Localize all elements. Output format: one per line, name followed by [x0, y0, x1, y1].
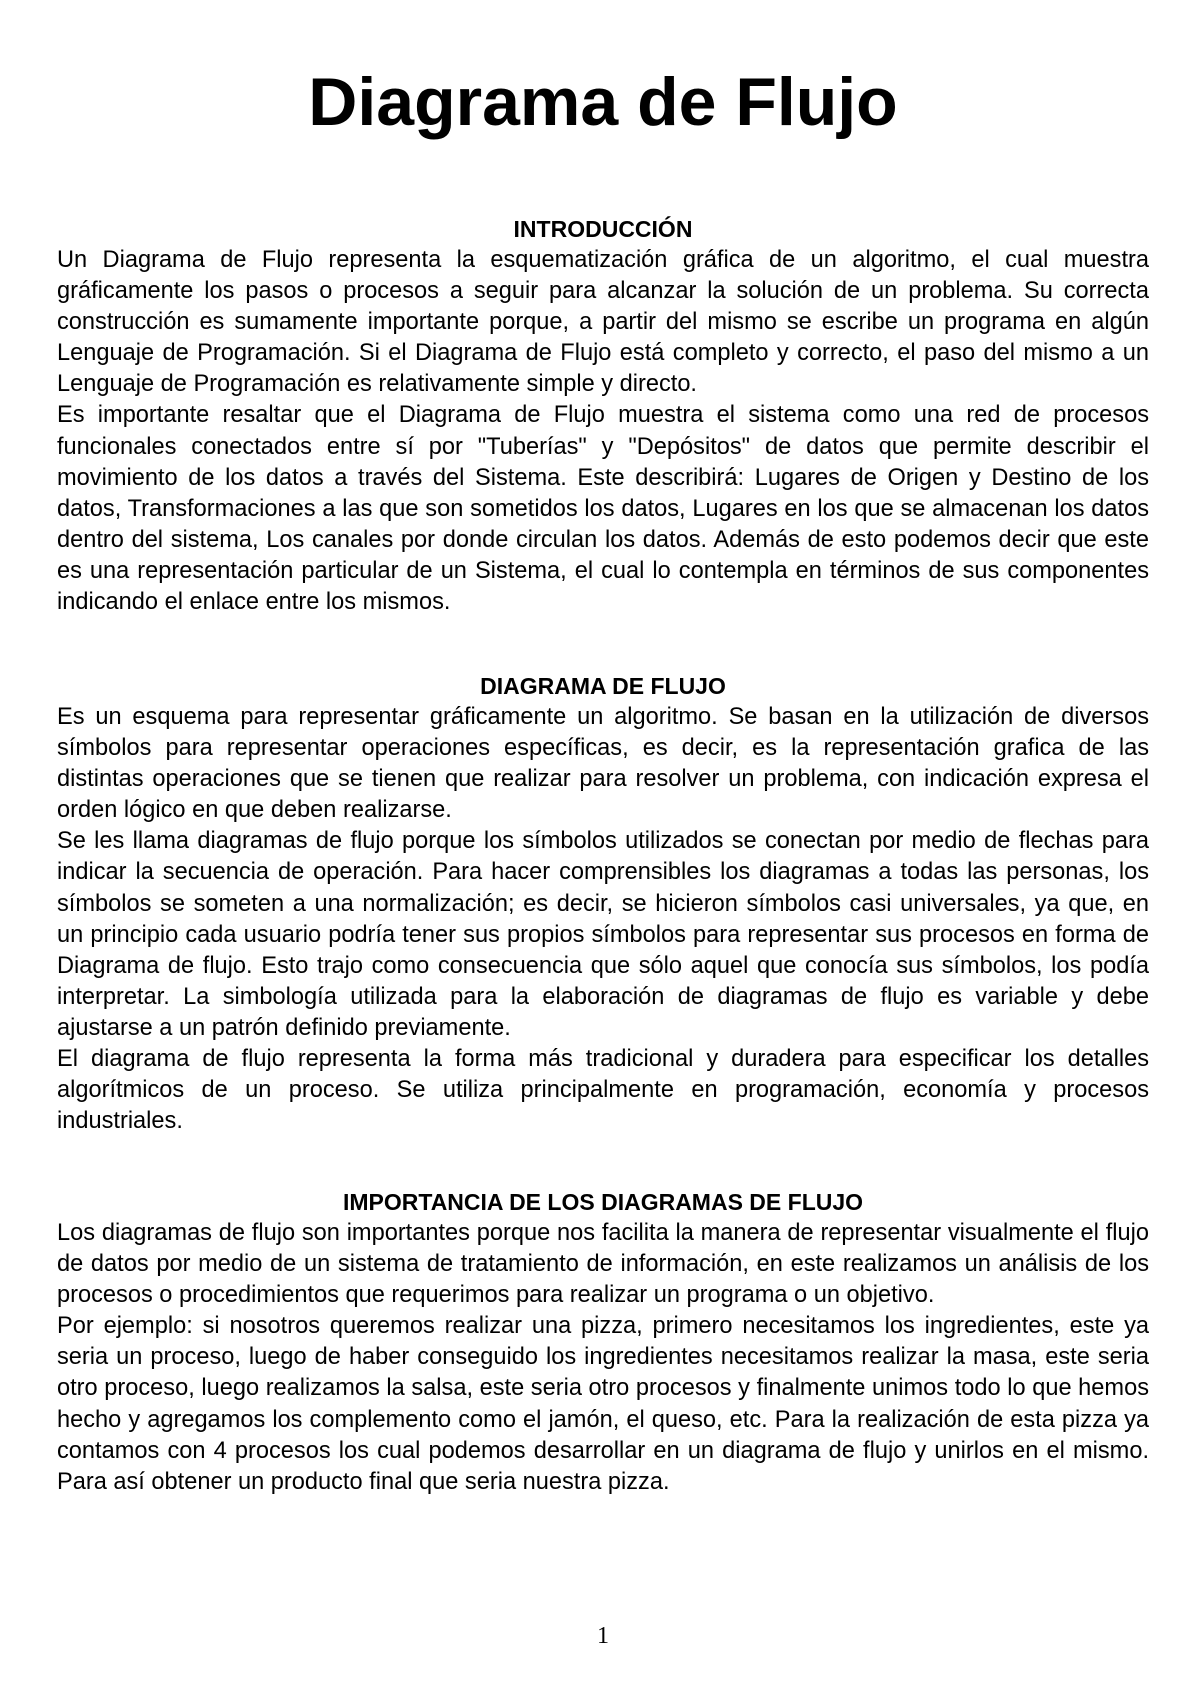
- paragraph: Es un esquema para representar gráficamente un algoritmo. Se basan en la utilización de diversos símbolos para representar operaciones específicas, es decir, es la representación grafica de las distintas operaciones que se tienen que realizar para resolver un problema, con indicación expresa el orden lógico en que deben realizarse.: [57, 704, 1149, 824]
- paragraph: Es importante resaltar que el Diagrama de Flujo muestra el sistema como una red de procesos funcionales conectados entre sí por "Tuberías" y "Depósitos" de datos que permite describir el movimiento de los datos a través del Sistema. Este describirá: Lugares de Origen y Destino de los datos, Transformaciones a las que son sometidos los datos, Lugares en los que se almacenan los datos dentro del sistema, Los canales por donde circulan los datos. Además de esto podemos decir que este es una representación particular de un Sistema, el cual lo contempla en términos de sus componentes indicando el enlace entre los mismos.: [57, 402, 1149, 616]
- paragraph: Se les llama diagramas de flujo porque los símbolos utilizados se conectan por medio de flechas para indicar la secuencia de operación. Para hacer comprensibles los diagramas a todas las personas, los símbolos se someten a una normalización; es decir, se hicieron símbolos casi universales, ya que, en un principio cada usuario podría tener sus propios símbolos para representar sus procesos en forma de Diagrama de flujo. Esto trajo como consecuencia que sólo aquel que conocía sus símbolos, los podía interpretar. La simbología utilizada para la elaboración de diagramas de flujo es variable y debe ajustarse a un patrón definido previamente.: [57, 828, 1149, 1041]
- document-title: Diagrama de Flujo: [308, 64, 898, 140]
- paragraph: Los diagramas de flujo son importantes porque nos facilita la manera de representar visualmente el flujo de datos por medio de un sistema de tratamiento de información, en este realizamos un análisis de los procesos o procedimientos que requerimos para realizar un programa o un objetivo.: [57, 1220, 1149, 1309]
- section-heading-importancia: IMPORTANCIA DE LOS DIAGRAMAS DE FLUJO: [342, 1189, 864, 1215]
- section-diagrama-de-flujo: [57, 671, 1149, 1137]
- section-introduccion: [57, 214, 1149, 618]
- document-page: [57, 0, 1149, 1698]
- section-heading-diagrama-de-flujo: DIAGRAMA DE FLUJO: [480, 673, 726, 699]
- page-number: 1: [597, 1623, 609, 1649]
- paragraph: Un Diagrama de Flujo representa la esquematización gráfica de un algoritmo, el cual muestra gráficamente los pasos o procesos a seguir para alcanzar la solución de un problema. Su correcta construcción es sumamente importante porque, a partir del mismo se escribe un programa en algún Lenguaje de Programación. Si el Diagrama de Flujo está completo y correcto, el paso del mismo a un Lenguaje de Programación es relativamente simple y directo.: [57, 247, 1149, 398]
- section-heading-introduccion: INTRODUCCIÓN: [513, 216, 693, 242]
- paragraph: Por ejemplo: si nosotros queremos realizar una pizza, primero necesitamos los ingredientes, este ya seria un proceso, luego de haber conseguido los ingredientes necesitamos realizar la masa, este seria otro proceso, luego realizamos la salsa, este seria otro procesos y finalmente unimos todo lo que hemos hecho y agregamos los complemento como el jamón, el queso, etc. Para la realización de esta pizza ya contamos con 4 procesos los cual podemos desarrollar en un diagrama de flujo y unirlos en el mismo. Para así obtener un producto final que seria nuestra pizza.: [57, 1313, 1149, 1495]
- section-importancia: [57, 1187, 1149, 1498]
- paragraph: El diagrama de flujo representa la forma más tradicional y duradera para especificar los detalles algorítmicos de un proceso. Se utiliza principalmente en programación, economía y procesos industriales.: [57, 1046, 1149, 1135]
